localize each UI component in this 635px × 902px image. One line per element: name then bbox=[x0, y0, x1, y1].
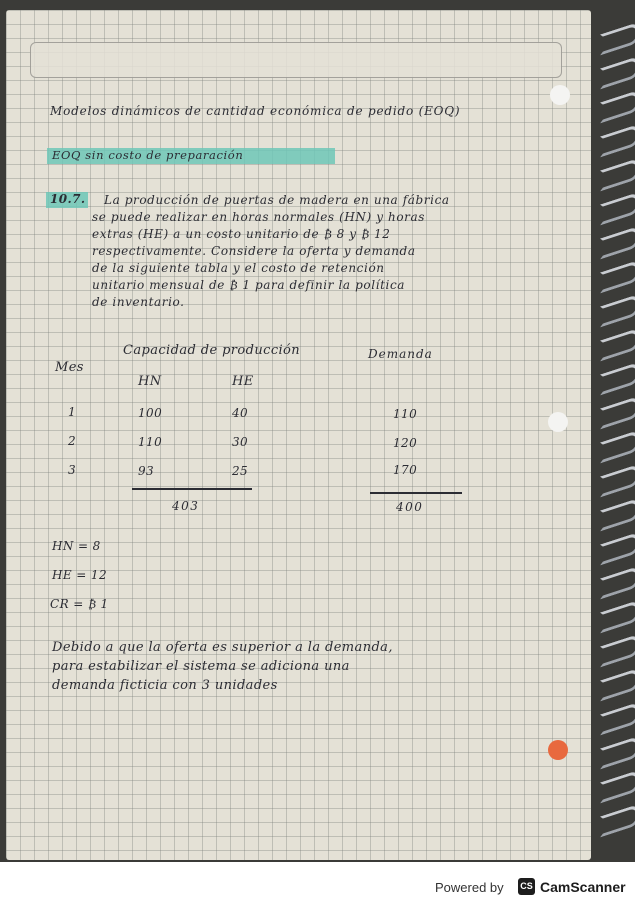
cell-month: 2 bbox=[68, 434, 77, 448]
statement-line: de inventario. bbox=[92, 295, 185, 309]
statement-line: se puede realizar en horas normales (HN) y horas bbox=[92, 210, 426, 224]
notes-subtitle: EOQ sin costo de preparación bbox=[52, 148, 244, 162]
table-header-demand: Demanda bbox=[368, 347, 433, 361]
table-header-he: HE bbox=[232, 374, 254, 389]
camscanner-logo-icon: CS bbox=[518, 878, 535, 895]
cell-he: 25 bbox=[232, 464, 249, 478]
conclusion-line: para estabilizar el sistema se adiciona una bbox=[52, 659, 350, 674]
cell-demand: 170 bbox=[393, 463, 418, 477]
binder-hole-bottom bbox=[548, 740, 568, 760]
demand-total-line bbox=[370, 492, 462, 494]
cost-he: HE = 12 bbox=[52, 568, 107, 582]
page-header-band bbox=[30, 42, 562, 78]
binder-hole-top bbox=[550, 85, 570, 105]
powered-by-text: Powered by bbox=[435, 880, 504, 895]
statement-line: respectivamente. Considere la oferta y demanda bbox=[92, 244, 416, 258]
cell-he: 30 bbox=[232, 435, 249, 449]
table-header-capacity: Capacidad de producción bbox=[123, 343, 301, 358]
statement-line: extras (HE) a un costo unitario de ₿ 8 y ₿ 12 bbox=[92, 227, 391, 241]
demand-total: 400 bbox=[396, 500, 424, 514]
supply-total-line bbox=[132, 488, 252, 490]
notebook-page bbox=[6, 10, 591, 860]
cell-demand: 120 bbox=[393, 436, 418, 450]
cost-hn: HN = 8 bbox=[52, 539, 101, 553]
notes-title: Modelos dinámicos de cantidad económica de pedido (EOQ) bbox=[50, 104, 461, 118]
cell-he: 40 bbox=[232, 406, 249, 420]
cell-hn: 110 bbox=[138, 435, 163, 449]
statement-line: unitario mensual de ₿ 1 para definir la política bbox=[92, 278, 406, 292]
camscanner-brand: CamScanner bbox=[540, 879, 626, 895]
cell-month: 3 bbox=[68, 463, 77, 477]
conclusion-line: demanda ficticia con 3 unidades bbox=[52, 678, 278, 693]
table-header-month: Mes bbox=[55, 360, 84, 375]
conclusion-line: Debido a que la oferta es superior a la demanda, bbox=[52, 640, 393, 655]
statement-line: de la siguiente tabla y el costo de retención bbox=[92, 261, 385, 275]
table-header-hn: HN bbox=[138, 374, 162, 389]
cell-hn: 100 bbox=[138, 406, 163, 420]
cell-demand: 110 bbox=[393, 407, 418, 421]
cell-month: 1 bbox=[68, 405, 77, 419]
cost-retention: CR = ₿ 1 bbox=[50, 597, 109, 611]
supply-total: 403 bbox=[172, 499, 200, 513]
binder-hole-middle bbox=[548, 412, 568, 432]
statement-line: La producción de puertas de madera en una fábrica bbox=[104, 193, 450, 207]
cell-hn: 93 bbox=[138, 464, 155, 478]
problem-number: 10.7. bbox=[50, 192, 86, 206]
